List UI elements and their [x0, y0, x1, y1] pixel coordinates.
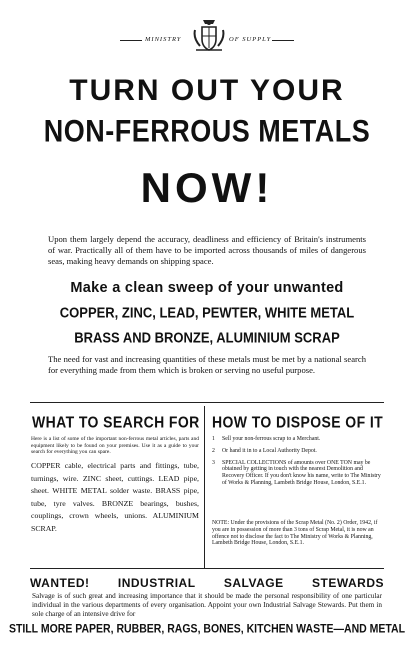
sweep-line-2: COPPER, ZINC, LEAD, PEWTER, WHITE METAL	[59, 304, 355, 321]
footer-slogan: STILL MORE PAPER, RUBBER, RAGS, BONES, KITCHEN WASTE—AND METAL	[8, 622, 406, 636]
dispose-step	[212, 448, 384, 455]
header-rule-left	[120, 40, 142, 41]
wanted-word-3: SALVAGE	[223, 576, 284, 590]
dispose-steps	[212, 436, 384, 492]
sweep-line-1: Make a clean sweep of your unwanted	[70, 280, 344, 296]
search-intro: Here is a list of some of the important non-ferrous metal articles, parts and equipment likely to be found on your premises. Use it as a guide to your search for everything you can spare.	[31, 436, 199, 455]
dispose-note: NOTE: Under the provisions of the Scrap Metal (No. 2) Order, 1942, if you are in possession of more than 3 tons of Scrap Metal, it is now an offence not to disclose the fact to The Ministry of Works & Planning, Lambeth Bridge House, London, S.E.1.	[212, 520, 378, 547]
section-divider-bottom	[30, 568, 384, 569]
header-rule-right	[272, 40, 294, 41]
section-divider-top	[30, 402, 384, 403]
wanted-word-2: INDUSTRIAL	[117, 576, 196, 590]
royal-coat-of-arms-icon	[192, 18, 226, 54]
ministry-header	[0, 14, 414, 56]
headline-line-2: NON-FERROUS METALS	[43, 113, 371, 149]
headline-line-3: NOW!	[140, 164, 274, 211]
column-divider	[204, 406, 205, 568]
need-paragraph: The need for vast and increasing quantities of these metals must be met by a national search for everything made from them which is broken or serving no useful purpose.	[48, 354, 366, 375]
wanted-word-1: WANTED!	[30, 576, 90, 590]
header-ministry-text: MINISTRY	[145, 36, 182, 43]
dispose-step	[212, 436, 384, 443]
step-number: 2	[212, 447, 215, 454]
dispose-heading: HOW TO DISPOSE OF IT	[212, 412, 384, 432]
wanted-word-4: STEWARDS	[311, 576, 384, 590]
headline-line-1: TURN OUT YOUR	[69, 74, 345, 107]
search-list: COPPER cable, electrical parts and fittings, tube, turnings, wire. ZINC sheet, cuttings. LEAD pipe, sheet. WHITE METAL solder waste. BRASS pipe, tube, tyre valves. BRONZE bearings, bushes, couplings, crown wheels, unions. ALUMINIUM SCRAP.	[31, 461, 199, 533]
step-text: SPECIAL COLLECTIONS of amounts over ONE TON may be obtained by getting in touch with the nearest Demolition and Recovery Officer. If you don't know his name, write to The Ministry of Works & Planning, Lambeth Bridge House, London, S.E.1.	[222, 459, 381, 486]
header-supply-text: OF SUPPLY	[229, 36, 272, 43]
intro-paragraph: Upon them largely depend the accuracy, deadliness and efficiency of Britain's instruments of war. Practically all of them have to be imported across thousands of miles of dangerous seas, making heavy demands on shipping space.	[48, 234, 366, 266]
step-number: 3	[212, 459, 215, 466]
dispose-step	[212, 460, 384, 487]
step-number: 1	[212, 436, 215, 442]
sweep-line-3: BRASS AND BRONZE, ALUMINIUM SCRAP	[74, 329, 340, 346]
search-heading: WHAT TO SEARCH FOR	[32, 412, 200, 432]
wanted-heading	[30, 576, 384, 590]
step-text: Or hand it in to a Local Authority Depot.	[222, 447, 317, 454]
step-text: Sell your non-ferrous scrap to a Merchant.	[222, 436, 321, 442]
stewards-paragraph: Salvage is of such great and increasing importance that it should be made the personal responsibility of one particular individual in the various departments of every organisation. Appoint your own Industrial Salvage Stewards. Put them in sole charge of an intensive drive for	[32, 592, 382, 618]
